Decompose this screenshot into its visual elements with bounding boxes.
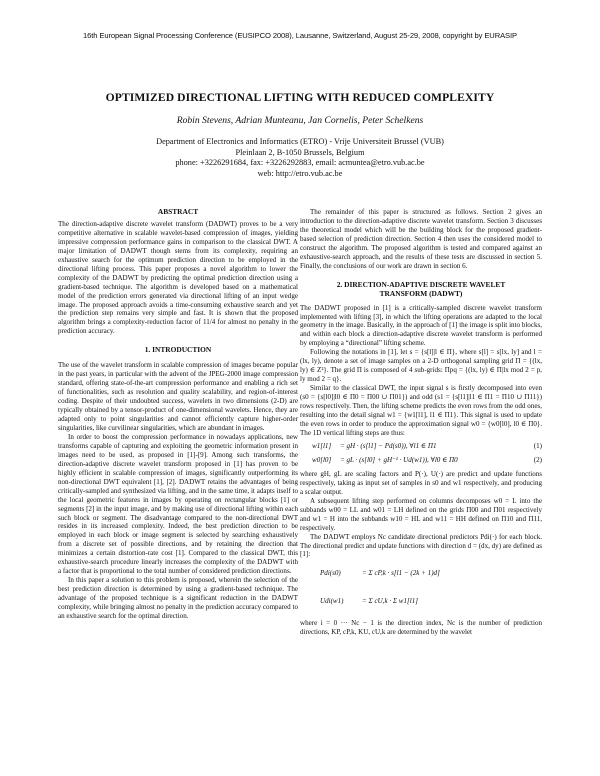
intro-paragraph-3: In this paper a solution to this problem is proposed, wherein the selection of the best prediction direction is determined by using a gradient-based technique. The advantage of the proposed technique is a significant reduction in the DADWT complexity, while bringing almost no penalty in the prediction accuracy compared to an exhaustive search for the optimal direction. — [58, 576, 298, 620]
equation-2 — [300, 456, 542, 470]
authors: Robin Stevens, Adrian Munteanu, Jan Cornelis, Peter Schelkens — [176, 115, 424, 126]
abstract-text: The direction-adaptive discrete wavelet transform (DADWT) proves to be a very competitive alternative in scalable wavelet-based compression of images, yielding impressive compression performance gains in comparison to the classical DWT. A major limitation of DADWT though stems from its complexity, requiring an exhaustive search for the optimum prediction direction to be employed in the directional lifting process. This paper proposes a novel algorithm to lower the complexity of the DADWT by predicting the optimal prediction direction using a gradient-based technique. The algorithm is developed based on a mathematical model of the prediction errors generated via directional lifting of an input wedge image. The proposed approach avoids a time-consuming exhaustive search and yet the prediction step remains very simple and fast. It is shown that the proposed algorithm brings a complexity-reduction factor of 11/4 for almost no penalty in the prediction accuracy. — [58, 219, 298, 336]
equation-1-number: (1) — [533, 441, 542, 450]
intro-paragraph-1: The use of the wavelet transform in scalable compression of images became popular in the past years, in particular with the advent of the JPEG-2000 image compression standard, offering state-of-the-art compression performance and enabling a rich set of functionalities, such as resolution and quality scalability, and region-of-interest coding. Despite of their undoubted success, wavelets in two dimensions (2-D) are typically obtained by a tensor-product of one-dimensional wavelets. Hence, they are adapted only to point singularities and cannot efficiently capture higher-order singularities, like curvilinear singularities, which are abundant in images. — [58, 361, 298, 432]
equation-2-rhs: = gL · (s[l0] + gH⁻¹ · Ud(w1)), ∀l0 ∈ Π0 — [340, 455, 458, 464]
affiliation-line: web: http://etro.vub.ac.be — [257, 168, 343, 178]
equation-3-lhs: Pdi(s0) — [320, 569, 341, 578]
dadwt-paragraph-3: Similar to the classical DWT, the input signal s is firstly decomposed into even (s0 = {s[l0]|l0 ∈ Π0 = Π00 ∪ Π01}) and odd (s1 = {s[l1]|l1 ∈ Π1 = Π10 ∪ Π11}) rows respectively. Then, the lifting scheme predicts the even rows from the odd ones, resulting into the detail signal w1 = {w1[l1], l1 ∈ Π1}. This signal is used to update the even rows in order to produce the approximation signal w0 = {w0[l0], l0 ∈ Π0}. The 1D vertical lifting steps are thus: — [300, 384, 542, 437]
section-2-heading: 2. DIRECTION-ADAPTIVE DISCRETE WAVELET TRANSFORM (DADWT) — [336, 279, 506, 298]
equation-1-lhs: w1[l1] — [312, 441, 332, 450]
abstract-heading: ABSTRACT — [157, 207, 199, 216]
affiliation-line: Department of Electronics and Informatics (ETRO) - Vrije Universiteit Brussel (VUB) — [156, 137, 444, 146]
affiliation — [0, 137, 600, 179]
equation-4-rhs: = Σ cU,k · Σ w1[l1] — [362, 597, 418, 606]
equation-1 — [300, 442, 542, 456]
right-column — [300, 208, 542, 637]
equation-4 — [300, 589, 542, 619]
equation-3-rhs: = Σ cP,k · s[l1 − (2k + 1)d] — [362, 569, 440, 578]
dadwt-paragraph-4: where gH, gL are scaling factors and P(·), U(·) are predict and update functions respectively, taking as input set of samples in s0 and w1 respectively, and producing a scalar output. — [300, 469, 542, 496]
equation-2-number: (2) — [533, 455, 542, 464]
equation-2-lhs: w0[l0] — [312, 455, 332, 464]
left-column — [58, 208, 298, 621]
equation-3 — [300, 559, 542, 589]
dadwt-paragraph-5: A subsequent lifting step performed on columns decomposes w0 = L into the subbands w00 = LL and w01 = LH defined on the grids Π00 and Π01 respectively and w1 = H into the subbands w10 = HL and w11 = HH defined on Π10 and Π11, respectively. — [300, 496, 542, 532]
conference-header: 16th European Signal Processing Conference (EUSIPCO 2008), Lausanne, Switzerland, August 25-29, 2008, copyright by EURASIP — [83, 31, 517, 40]
dadwt-paragraph-6: The DADWT employs Nc candidate directional predictors Pdi(·) for each block. The directional predict and update functions with direction d = (dx, dy) are defined as [1]: — [300, 532, 542, 559]
section-1-heading: 1. INTRODUCTION — [144, 345, 212, 355]
outline-paragraph: The remainder of this paper is structured as follows. Section 2 gives an introduction to the direction-adaptive discrete wavelet transform. Section 3 discusses the theoretical model which will be the building block for the proposed gradient-based selection of prediction direction. Section 4 then uses the considered model to construct the algorithm. The proposed algorithm is tested and compared against an exhaustive-search approach, and the results of these tests are discussed in section 5. Finally, the conclusions of our work are drawn in section 6. — [300, 208, 542, 270]
equation-4-lhs: Udi(w1) — [320, 597, 344, 606]
dadwt-paragraph-7: where i = 0 ··· Nc − 1 is the direction index, Nc is the number of prediction directions, KP, cP,k, KU, cU,k are determined by the wavelet — [300, 619, 542, 637]
affiliation-line: Pleinlaan 2, B-1050 Brussels, Belgium — [235, 147, 365, 157]
dadwt-paragraph-1: The DADWT proposed in [1] is a critically-sampled discrete wavelet transform implemented with lifting [3], in which the lifting operations are adapted to the local geometry in the image. Basically, in the approach of [1] the image is split into blocks, and within each block a direction-adaptive discrete wavelet transform is performed by employing a “directional” lifting scheme. — [300, 303, 542, 348]
equation-1-rhs: = gH · (s[l1] − Pd(s0)), ∀l1 ∈ Π1 — [340, 441, 437, 450]
paper-title: OPTIMIZED DIRECTIONAL LIFTING WITH REDUCED COMPLEXITY — [105, 91, 495, 104]
dadwt-paragraph-2: Following the notations in [1], let s = {s[l]|l ∈ Π}, where s[l] = s[lx, ly] and l = (lx, ly), denote a set of image samples on a 2-D orthogonal sampling grid Π = {(lx, ly) ∈ Z²}. The grid Π is composed of 4 sub-grids: Πpq = {(lx, ly) ∈ Π|lx mod 2 = p, ly mod 2 = q}. — [300, 348, 542, 384]
affiliation-line: phone: +3226291684, fax: +3226292883, email: acmuntea@etro.vub.ac.be — [175, 158, 425, 168]
intro-paragraph-2: In order to boost the compression performance in nowadays applications, new transforms capable of capturing and exploiting the geometric information present in images need to be used, as proposed in [1]-[9]. Among such transforms, the direction-adaptive discrete wavelet transform proposed in [1] has proven to be highly efficient in scalable compression of images, significantly outperforming its non-directional DWT equivalent [1], [2]. DADWT retains the advantages of being critically-sampled and synthesized via lifting, and in the same time, it adapts itself to the local geometric features in images by operating on rectangular blocks [1] or segments [2] in the input image, and by making use of directional lifting within each such block or segment. The disadvantage compared to the non-directional DWT resides in its increased complexity. Indeed, the best prediction direction to be employed in each block or image segment is selected by searching exhaustively from a discrete set of possible directions, and by retaining the direction that minimizes a certain distortion-rate cost [1]. Compared to the classical DWT, this exhaustive-search procedure linearly increases the complexity of the DADWT with a factor that is proportional to the total number of considered prediction directions. — [58, 432, 298, 576]
